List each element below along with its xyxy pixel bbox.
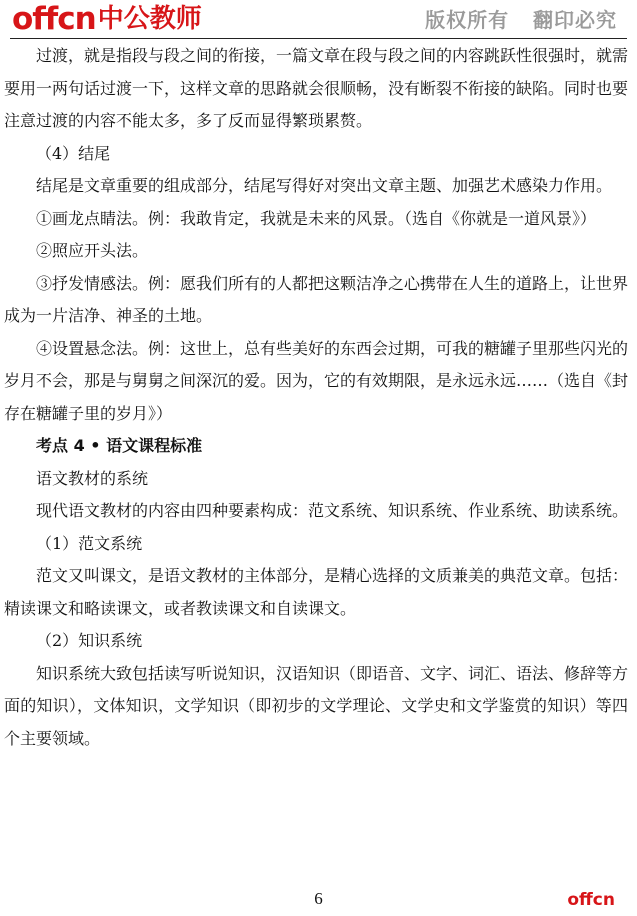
- page-number: 6: [314, 889, 323, 908]
- document-body: [4, 40, 628, 755]
- subheading-model-text-system: （1）范文系统: [36, 533, 143, 553]
- paragraph-model-text-system: 范文又叫课文，是语文教材的主体部分，是精心选择的文质兼美的典范文章。包括：精读课文和略读课文，或者教读课文和自读课文。: [4, 566, 629, 618]
- logo-chinese-text: 中公教师: [97, 4, 202, 34]
- list-item-ending-method-2: ②照应开头法。: [36, 241, 149, 260]
- subheading-ending: （4）结尾: [36, 143, 111, 163]
- offcn-logo: [12, 2, 202, 36]
- list-item-ending-method-1: ①画龙点睛法。例：我敢肯定，我就是未来的风景。（选自《你就是一道风景》）: [36, 208, 597, 228]
- logo-latin-text: offcn: [12, 1, 96, 37]
- footer-offcn-logo: offcn: [567, 890, 615, 910]
- paragraph-textbook-elements: 现代语文教材的内容由四种要素构成：范文系统、知识系统、作业系统、助读系统。: [36, 501, 629, 520]
- paragraph-ending-intro: 结尾是文章重要的组成部分，结尾写得好对突出文章主题、加强艺术感染力作用。: [36, 176, 613, 195]
- section-heading-exam-point-4: 考点 4 • 语文课程标准: [36, 436, 203, 455]
- page-header: [0, 0, 637, 40]
- copyright-notice: 版权所有 翻印必究: [425, 8, 617, 32]
- paragraph-transition: 过渡，就是指段与段之间的衔接，一篇文章在段与段之间的内容跳跃性很强时，就需要用一两句话过渡一下，这样文章的思路就会很顺畅，没有断裂不衔接的缺陷。同时也要注意过渡的内容不能太多，多了反而显得繁琐累赘。: [4, 46, 629, 130]
- paragraph-knowledge-system: 知识系统大致包括读写听说知识，汉语知识（即语音、文字、词汇、语法、修辞等方面的知识），文体知识，文学知识（即初步的文学理论、文学史和文学鉴赏的知识）等四个主要领域。: [4, 663, 629, 748]
- header-divider: [10, 38, 627, 39]
- list-item-ending-method-3: ③抒发情感法。例：愿我们所有的人都把这颗洁净之心携带在人生的道路上，让世界成为一片洁净、神圣的土地。: [4, 273, 629, 325]
- subheading-textbook-system: 语文教材的系统: [36, 468, 149, 488]
- subheading-knowledge-system: （2）知识系统: [36, 631, 143, 650]
- list-item-ending-method-4: ④设置悬念法。例：这世上，总有些美好的东西会过期，可我的糖罐子里那些闪光的岁月不会，那是与舅舅之间深沉的爱。因为，它的有效期限，是永远永远……（选自《封存在糖罐子里的岁月》）: [4, 338, 629, 423]
